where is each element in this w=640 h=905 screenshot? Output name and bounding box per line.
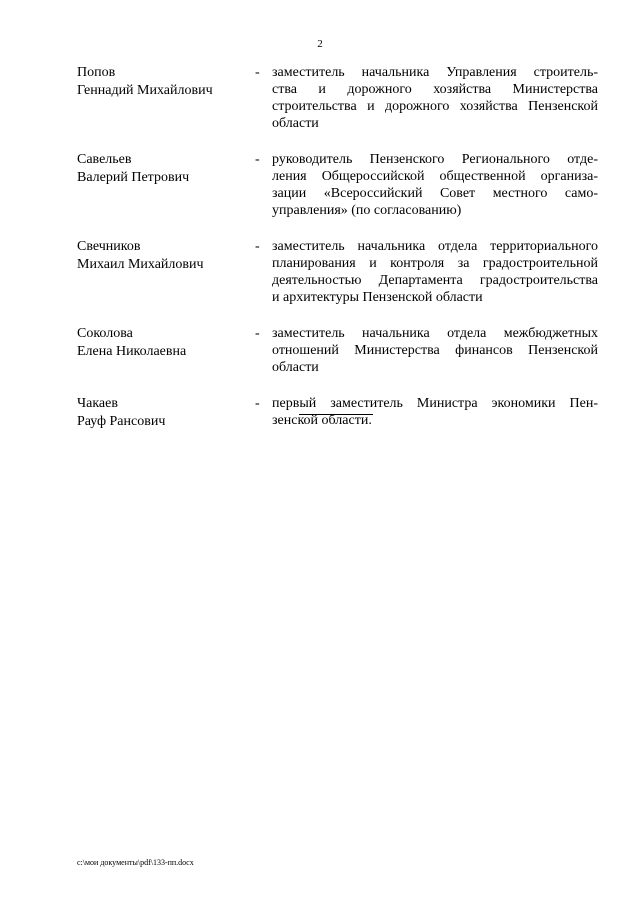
member-surname: Чакаев [77,396,118,411]
member-list [77,64,599,448]
member-surname: Соколова [77,326,133,341]
member-surname: Савельев [77,152,132,167]
member-dash: - [255,152,260,167]
member-name [77,238,247,274]
member-role-line: ления Общероссийской общественной организа- [272,169,598,184]
member-surname: Попов [77,65,116,80]
member-role-line: руководитель Пензенского Регионального отде- [272,152,598,167]
member-entry [77,64,599,132]
member-role-line: управления» (по согласованию) [272,203,462,218]
member-role-line: области [272,116,319,131]
member-dash: - [255,396,260,411]
member-role [272,325,598,376]
member-role-line: отношений Министерства финансов Пензенской [272,343,598,358]
page-number: 2 [317,38,323,50]
member-role [272,64,598,132]
member-role-line: планирования и контроля за градостроительной [272,256,598,271]
member-role-line: заместитель начальника отдела межбюджетных [272,326,598,341]
member-role-line: и архитектуры Пензенской области [272,290,483,305]
member-given-names: Геннадий Михайлович [77,83,213,98]
member-name [77,325,247,361]
member-role-line: первый заместитель Министра экономики Пен- [272,396,598,411]
member-role-line: деятельностью Департамента градостроительства [272,273,598,288]
member-role [272,151,598,219]
member-role-line: зации «Всероссийский Совет местного само- [272,186,598,201]
member-entry [77,151,599,219]
member-name [77,64,247,100]
member-dash: - [255,326,260,341]
member-role-line: зенской области. [272,413,372,428]
member-dash: - [255,239,260,254]
member-role-line: строительства и дорожного хозяйства Пензенской [272,99,598,114]
member-surname: Свечников [77,239,141,254]
member-entry [77,395,599,429]
closing-rule [299,414,373,415]
member-entry [77,325,599,376]
member-given-names: Михаил Михайлович [77,257,204,272]
member-name [77,151,247,187]
member-role [272,395,598,429]
member-given-names: Валерий Петрович [77,170,190,185]
member-role-line: заместитель начальника Управления строитель- [272,65,598,80]
member-given-names: Елена Николаевна [77,344,187,359]
member-role-line: области [272,360,319,375]
member-entry [77,238,599,306]
member-role [272,238,598,306]
member-given-names: Рауф Рансович [77,414,166,429]
member-dash: - [255,65,260,80]
member-role-line: ства и дорожного хозяйства Министерства [272,82,598,97]
footer-file-path: c:\мои документы\pdf\133-пп.docx [77,858,194,867]
member-role-line: заместитель начальника отдела территориального [272,239,598,254]
member-name [77,395,247,431]
